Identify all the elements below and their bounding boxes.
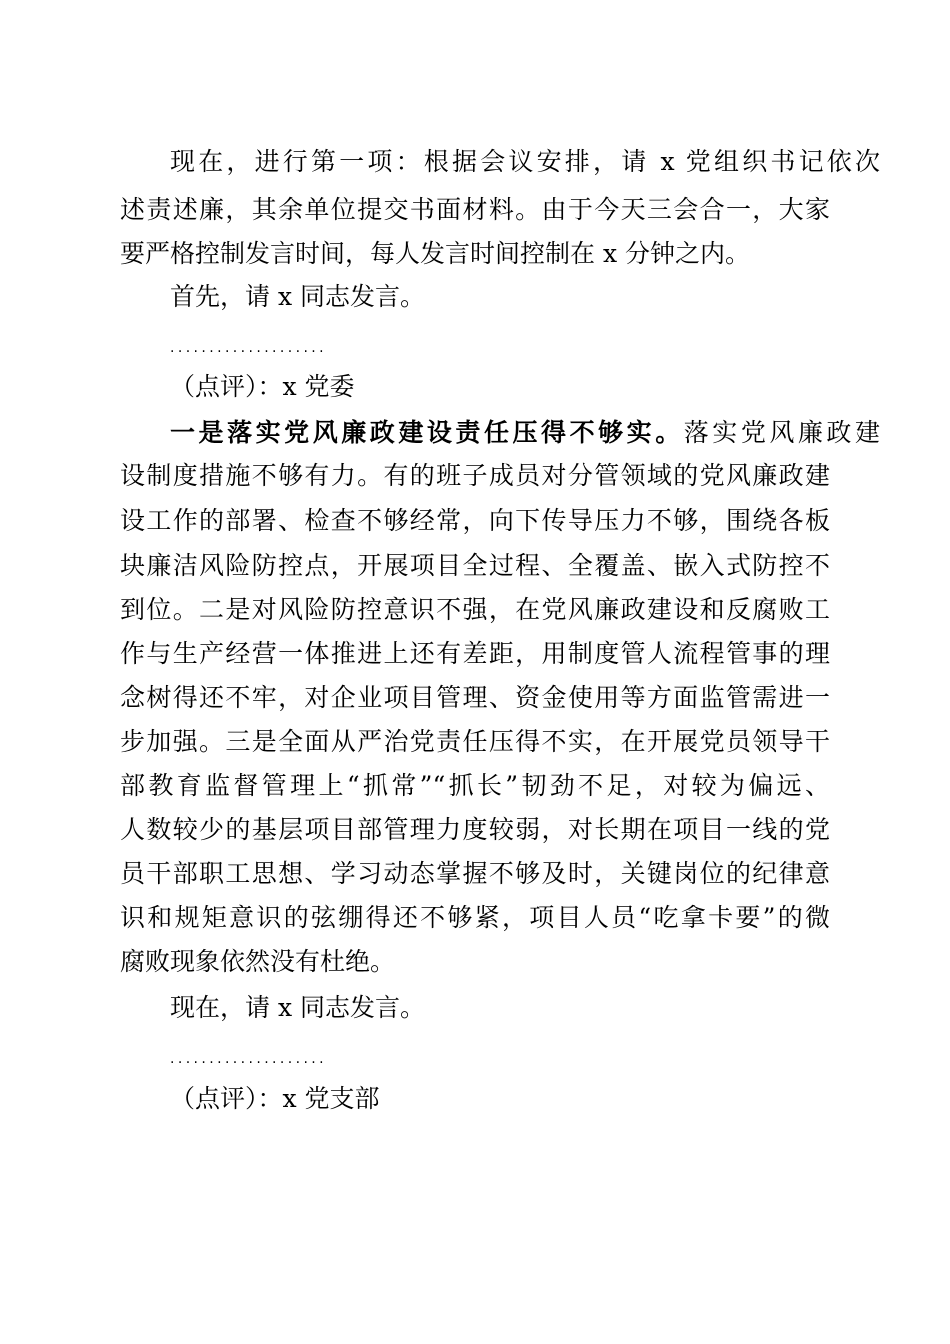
comment-label-2: （点评）：x 党支部 (170, 1084, 380, 1113)
comment1-line-6: 作与生产经营一体推进上还有差距，用制度管人流程管事的理 (120, 639, 830, 668)
comment1-line-1-rest: 落实党风廉政建 (683, 418, 880, 447)
comment1-line-3: 设工作的部署、检查不够经常，向下传导压力不够，围绕各板 (120, 506, 830, 535)
comment1-line-7: 念树得还不牢，对企业项目管理、资金使用等方面监管需进一 (120, 683, 830, 712)
intro-line-2: 述责述廉，其余单位提交书面材料。由于今天三会合一，大家 (120, 195, 830, 224)
comment1-line-4: 块廉洁风险防控点，开展项目全过程、全覆盖、嵌入式防控不 (120, 551, 830, 580)
second-speaker-line: 现在，请 x 同志发言。 (170, 993, 425, 1022)
first-speaker-line: 首先，请 x 同志发言。 (170, 282, 425, 311)
comment1-line-11: 员干部职工思想、学习动态掌握不够及时，关键岗位的纪律意 (120, 859, 830, 888)
comment1-line-12: 识和规矩意识的弦绷得还不够紧，项目人员“吃拿卡要”的微 (120, 903, 830, 932)
comment1-line-1 (170, 413, 880, 453)
comment1-line-5: 到位。二是对风险防控意识不强，在党风廉政建设和反腐败工 (120, 595, 830, 624)
separator-dots-2: .................... (170, 1051, 328, 1067)
comment1-heading: 一是落实党风廉政建设责任压得不够实。 (170, 418, 684, 447)
comment-label-1: （点评）：x 党委 (170, 372, 355, 401)
comment1-line-2: 设制度措施不够有力。有的班子成员对分管领域的党风廉政建 (120, 461, 830, 490)
comment1-line-9: 部教育监督管理上“抓常”“抓长”韧劲不足，对较为偏远、 (120, 771, 830, 800)
intro-line-3: 要严格控制发言时间，每人发言时间控制在 x 分钟之内。 (120, 239, 750, 268)
separator-dots: .................... (170, 340, 328, 356)
comment1-line-8: 步加强。三是全面从严治党责任压得不实，在开展党员领导干 (120, 727, 830, 756)
comment1-line-13: 腐败现象依然没有杜绝。 (120, 947, 396, 976)
intro-line-1: 现在，进行第一项：根据会议安排，请 x 党组织书记依次 (170, 147, 880, 176)
comment1-line-10: 人数较少的基层项目部管理力度较弱，对长期在项目一线的党 (120, 815, 830, 844)
